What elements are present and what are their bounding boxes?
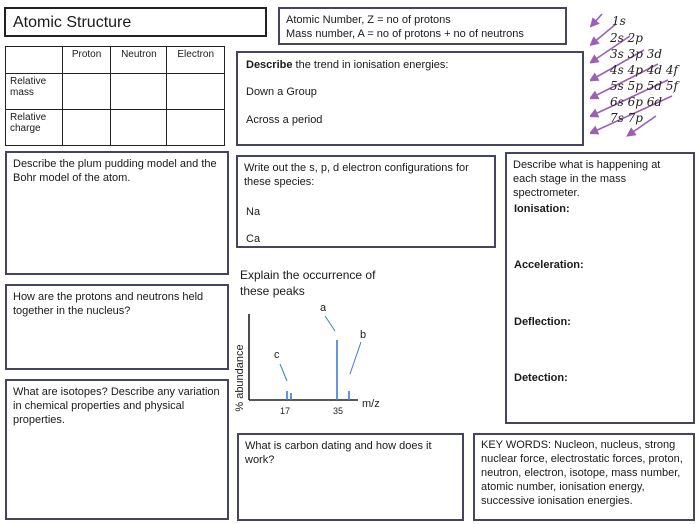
table-cell	[62, 110, 110, 146]
electron-config-question: Write out the s, p, d electron configurations for these species:	[244, 162, 469, 188]
table-corner-cell	[6, 47, 63, 74]
plum-pudding-box	[5, 151, 229, 275]
table-cell	[111, 110, 167, 146]
orbital-row: 6s 6p 6d	[610, 95, 663, 109]
stage-acceleration: Acceleration:	[514, 259, 584, 271]
header-proton: Proton	[62, 47, 110, 74]
page-title: Atomic Structure	[13, 14, 132, 31]
orbital-row: 3s 3p 3d	[610, 47, 663, 61]
row-label-line: charge	[10, 123, 41, 134]
particle-table	[5, 46, 225, 146]
title-box	[4, 7, 267, 37]
stage-ionisation: Ionisation:	[514, 203, 570, 215]
x-axis-label: m/z	[362, 398, 380, 410]
row-label-line: Relative	[10, 76, 47, 87]
orbital-row: 7s 7p	[610, 111, 643, 125]
peak-label-b: b	[360, 329, 367, 341]
mass-spectrum-chart	[228, 296, 393, 421]
table-cell	[167, 74, 225, 110]
peaks-question-line: Explain the occurrence of	[240, 268, 376, 282]
arrow-b	[350, 342, 361, 374]
row-label-line: Relative	[10, 112, 47, 123]
carbon-dating-box	[237, 433, 464, 521]
mass-spec-question: Describe what is happening at each stage in the mass spectrometer.	[513, 159, 661, 199]
key-words-text: KEY WORDS: Nucleon, nucleus, strong nuclear force, electrostatic forces, proton, neutron, electron, isotope, mass number, atomic number, ionisation energy, successive ionisation energies.	[481, 439, 683, 507]
ionisation-question	[246, 58, 574, 72]
atomic-number-line: Atomic Number, Z = no of protons	[286, 14, 451, 26]
peaks-question	[240, 267, 375, 299]
peak-label-a: a	[320, 302, 327, 314]
orbital-row: 4s 4p 4d 4f	[610, 63, 678, 77]
electron-config-box	[236, 155, 496, 248]
atomic-number-box	[278, 7, 567, 45]
arrow-a	[325, 316, 335, 331]
stage-detection: Detection:	[514, 372, 568, 384]
table-cell	[111, 74, 167, 110]
x-tick-17: 17	[279, 406, 291, 416]
ionisation-box	[236, 51, 584, 146]
orbital-row: 1s	[612, 14, 626, 28]
ionisation-question-bold: Describe	[246, 59, 293, 71]
mass-number-line: Mass number, A = no of protons + no of neutrons	[286, 28, 524, 40]
arrow-line	[593, 14, 602, 24]
peaks-question-line: these peaks	[240, 284, 305, 298]
header-electron: Electron	[167, 47, 225, 74]
peak-label-c: c	[274, 349, 280, 361]
carbon-dating-question: What is carbon dating and how does it work?	[245, 440, 432, 466]
ionisation-question-rest: the trend in ionisation energies:	[292, 59, 449, 71]
key-words-box	[473, 433, 695, 521]
y-axis-label: % abundance	[234, 344, 246, 412]
nucleus-forces-box	[5, 284, 229, 370]
mass-spectrometer-box	[505, 152, 695, 424]
orbital-row: 5s 5p 5d 5f	[610, 79, 678, 93]
header-neutron: Neutron	[111, 47, 167, 74]
plum-pudding-question: Describe the plum pudding model and the Bohr model of the atom.	[13, 158, 217, 184]
isotopes-box	[5, 379, 229, 520]
down-group-label: Down a Group	[246, 86, 317, 98]
isotopes-question: What are isotopes? Describe any variation in chemical properties and physical properties.	[13, 386, 220, 426]
table-cell	[167, 110, 225, 146]
across-period-label: Across a period	[246, 114, 323, 126]
row-label-line: mass	[10, 87, 34, 98]
table-cell	[62, 74, 110, 110]
row-label-relative-mass	[6, 74, 63, 110]
stage-deflection: Deflection:	[514, 316, 571, 328]
orbital-row: 2s 2p	[610, 31, 643, 45]
x-tick-35: 35	[332, 406, 344, 416]
row-label-relative-charge	[6, 110, 63, 146]
nucleus-forces-question: How are the protons and neutrons held together in the nucleus?	[13, 291, 204, 317]
arrow-c	[280, 364, 287, 381]
species-na: Na	[246, 206, 261, 218]
species-ca: Ca	[246, 233, 261, 245]
